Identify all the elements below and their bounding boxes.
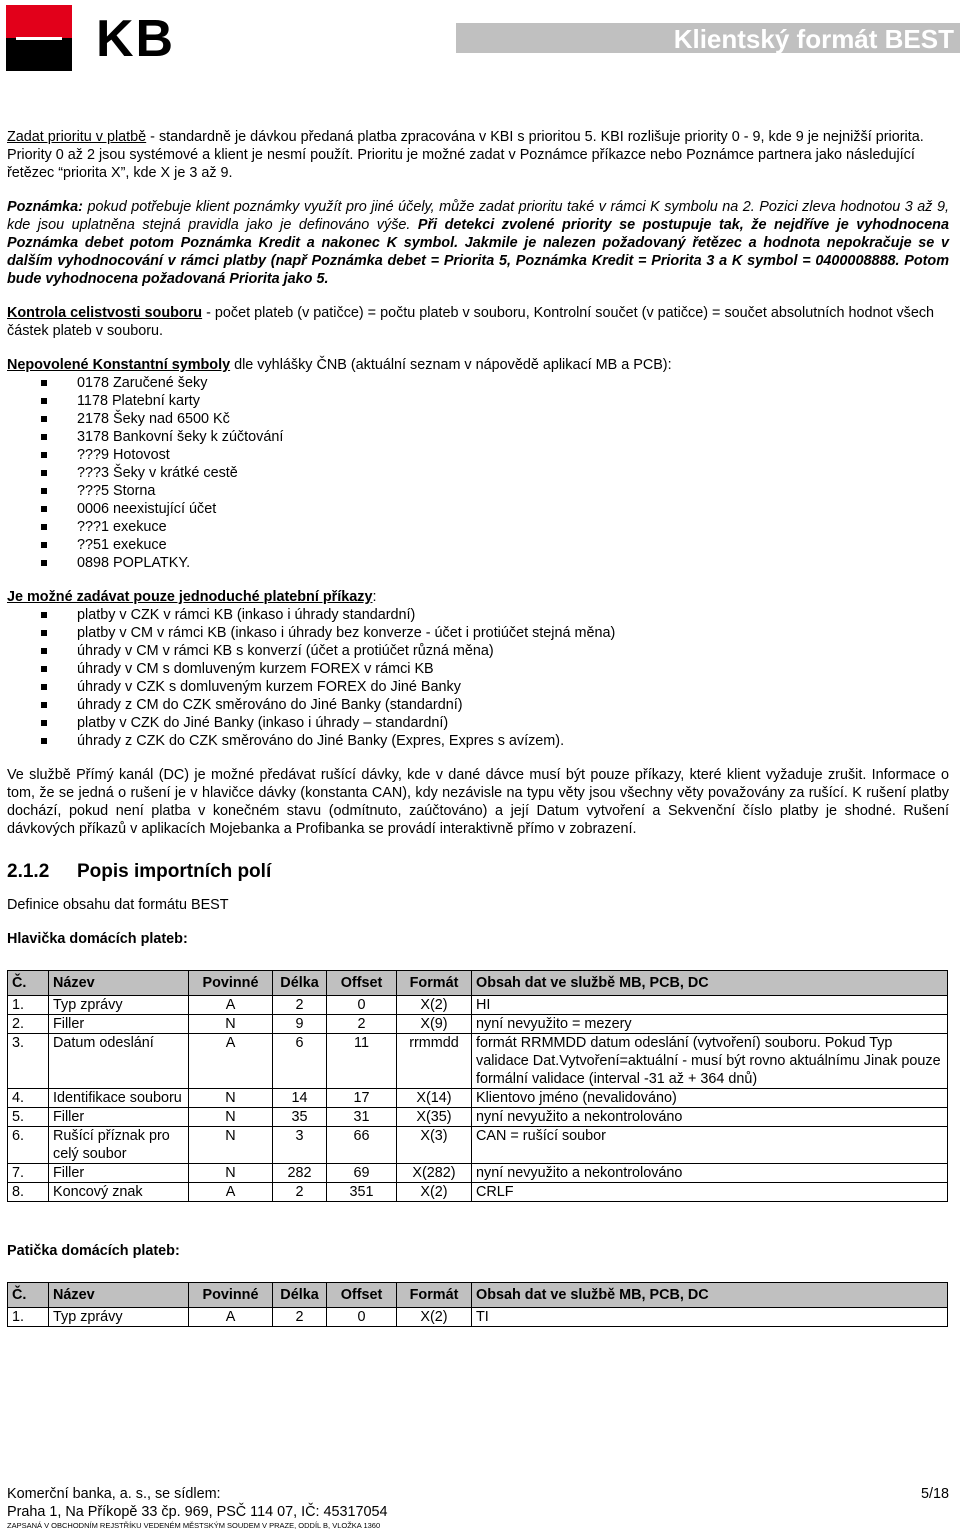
table-row: 8. Koncový znak A 2 351 X(2) CRLF <box>8 1183 948 1202</box>
column-header: Obsah dat ve službě MB, PCB, DC <box>472 971 948 996</box>
page-number: 5/18 <box>920 1486 949 1502</box>
footer-company: Komerční banka, a. s., se sídlem: <box>7 1486 221 1502</box>
dc-paragraph: Ve službě Přímý kanál (DC) je možné předávat rušící dávky, kde v dané dávce musí být pouze příkazy, které klient vyžaduje zrušit. Informace o tom, že se jedná o rušení je v hlavičce dávky (konstanta CAN), kdy nezávisle na typu věty jsou všechny věty považovány za rušící. K rušení platby dochází, pokud není platba v konečném stavu (odmítnuto, zaúčtováno) a její Datum vytvoření a Sekvenční číslo platby je shodné. Rušení dávkových příkazů v aplikacích Mojebanka a Profibanka se provádí interaktivně přímo v zobrazení. <box>7 767 949 837</box>
list-item: ???5 Storna <box>7 482 949 500</box>
note-text: pokud potřebuje klient poznámky využít pro jiné účely, může zadat prioritu také v rámci K symbolu na 2. Pozici zleva hodnotou 3 až 9, kde jsou uplatněna stejná pravidla jako je definováno výše. <box>7 199 949 233</box>
column-header: Offset <box>327 971 397 996</box>
list-item: 3178 Bankovní šeky k zúčtování <box>7 428 949 446</box>
table-row: 4. Identifikace souboru N 14 17 X(14) Klientovo jméno (nevalidováno) <box>8 1089 948 1108</box>
symbols-section <box>7 356 949 572</box>
table-header-row <box>8 971 948 996</box>
list-item: 0898 POPLATKY. <box>7 554 949 572</box>
list-item: platby v CZK v rámci KB (inkaso i úhrady standardní) <box>7 606 949 624</box>
page-footer <box>7 1485 949 1531</box>
list-item: úhrady v CM v rámci KB s konverzí (účet a protiúčet různá měna) <box>7 642 949 660</box>
document-body <box>7 128 949 1327</box>
footer-address: Praha 1, Na Příkopě 33 čp. 969, PSČ 114 07, IČ: 45317054 <box>7 1504 388 1520</box>
symbols-list <box>7 374 949 572</box>
table-row: 6. Rušící příznak pro celý soubor N 3 66 X(3) CAN = rušící soubor <box>8 1127 948 1164</box>
column-header: Název <box>49 971 189 996</box>
kb-logo-text: KB <box>96 10 176 68</box>
list-item: platby v CZK do Jiné Banky (inkaso i úhrady – standardní) <box>7 714 949 732</box>
list-item: platby v CM v rámci KB (inkaso i úhrady bez konverze - účet i protiúčet stejná měna) <box>7 624 949 642</box>
section-heading <box>7 860 949 884</box>
kb-logo <box>6 5 196 71</box>
list-item: ???3 Šeky v krátké cestě <box>7 464 949 482</box>
list-item: úhrady v CZK s domluveným kurzem FOREX do Jiné Banky <box>7 678 949 696</box>
column-header: Č. <box>8 971 49 996</box>
orders-list <box>7 606 949 750</box>
note-bold-text: Při detekci zvolené priority se postupuje tak, že nejdříve je vyhodnocena Poznámka debet potom Poznámka Kredit a nakonec K symbol. Jakmile je nalezen požadovaný řetězec a hodnota nepokračuje se v dalším vyhodnocování v rámci platby (např Poznámka debet = Priorita 5, Poznámka Kredit = Priorita 3 a K symbol = 0400008888. Potom bude vyhodnocena požadovaná Priorita jako 5. <box>7 217 949 287</box>
section-number: 2.1.2 <box>7 861 50 882</box>
column-header: Povinné <box>189 1283 273 1308</box>
table-row: 7. Filler N 282 69 X(282) nyní nevyužito a nekontrolováno <box>8 1164 948 1183</box>
list-item: ???1 exekuce <box>7 518 949 536</box>
title-bar <box>456 23 960 53</box>
document-title: Klientský formát BEST <box>673 24 954 54</box>
priority-paragraph <box>7 128 949 182</box>
priority-label: Zadat prioritu v platbě <box>7 129 147 145</box>
header-table <box>7 970 948 1202</box>
list-item: ??51 exekuce <box>7 536 949 554</box>
symbols-text: dle vyhlášky ČNB (aktuální seznam v nápovědě aplikací MB a PCB): <box>230 357 672 373</box>
section-title: Popis importních polí <box>77 861 272 882</box>
definition-text: Definice obsahu dat formátu BEST <box>7 897 229 913</box>
table-row: 2. Filler N 9 2 X(9) nyní nevyužito = mezery <box>8 1015 948 1034</box>
column-header: Název <box>49 1283 189 1308</box>
symbols-label: Nepovolené Konstantní symboly <box>7 357 231 373</box>
table-row: 1. Typ zprávy A 2 0 X(2) HI <box>8 996 948 1015</box>
table-header-row <box>8 1283 948 1308</box>
note-paragraph <box>7 198 949 288</box>
list-item: 0178 Zaručené šeky <box>7 374 949 392</box>
column-header: Formát <box>397 1283 472 1308</box>
list-item: úhrady v CM s domluveným kurzem FOREX v rámci KB <box>7 660 949 678</box>
page-header <box>0 0 960 78</box>
column-header: Povinné <box>189 971 273 996</box>
footer-table <box>7 1282 948 1327</box>
column-header: Offset <box>327 1283 397 1308</box>
column-header: Délka <box>273 1283 327 1308</box>
column-header: Č. <box>8 1283 49 1308</box>
note-label: Poznámka: <box>7 199 83 215</box>
integrity-paragraph <box>7 304 949 340</box>
integrity-text: - počet plateb (v patičce) = počtu plateb v souboru, Kontrolní součet (v patičce) = součet absolutních hodnot všech částek plateb v souboru. <box>7 305 935 339</box>
list-item: úhrady z CM do CZK směrováno do Jiné Banky (standardní) <box>7 696 949 714</box>
integrity-label: Kontrola celistvosti souboru <box>7 305 203 321</box>
header-table-caption: Hlavička domácích plateb: <box>7 931 188 947</box>
column-header: Obsah dat ve službě MB, PCB, DC <box>472 1283 948 1308</box>
list-item: 2178 Šeky nad 6500 Kč <box>7 410 949 428</box>
footer-registry: ZAPSANÁ V OBCHODNÍM REJSTŘÍKU VEDENÉM MĚSTSKÝM SOUDEM V PRAZE, ODDÍL B, VLOŽKA 1360 <box>7 1521 381 1530</box>
list-item: ???9 Hotovost <box>7 446 949 464</box>
orders-label: Je možné zadávat pouze jednoduché platební příkazy <box>7 589 373 605</box>
footer-table-caption: Patička domácích plateb: <box>7 1243 180 1259</box>
orders-intro: Je možné zadávat pouze jednoduché platební příkazy: <box>7 589 377 605</box>
list-item: 0006 neexistující účet <box>7 500 949 518</box>
table-row: 1. Typ zprávy A 2 0 X(2) TI <box>8 1308 948 1327</box>
column-header: Délka <box>273 971 327 996</box>
list-item: úhrady z CZK do CZK směrováno do Jiné Banky (Expres, Expres s avízem). <box>7 732 949 750</box>
symbols-intro <box>7 356 949 374</box>
orders-section <box>7 588 949 750</box>
list-item: 1178 Platební karty <box>7 392 949 410</box>
table-row: 3. Datum odeslání A 6 11 rrmmdd formát RRMMDD datum odeslání (vytvoření) souboru. Pokud Typ validace Dat.Vytvoření=aktuální - musí být rovno aktuálnímu Jinak pouze formální validace (interval -31 až + 364 dnů) <box>8 1034 948 1089</box>
column-header: Formát <box>397 971 472 996</box>
table-row: 5. Filler N 35 31 X(35) nyní nevyužito a nekontrolováno <box>8 1108 948 1127</box>
priority-text: - standardně je dávkou předaná platba zpracována v KBI s prioritou 5. KBI rozlišuje priority 0 - 9, kde 9 je nejnižší priorita. Priority 0 až 2 jsou systémové a klient je nesmí použít. Prioritu je možné zadat v Poznámce příkazce nebo Poznámce partnera jako následující řetězec “priorita X”, kde X je 3 až 9. <box>7 129 924 181</box>
